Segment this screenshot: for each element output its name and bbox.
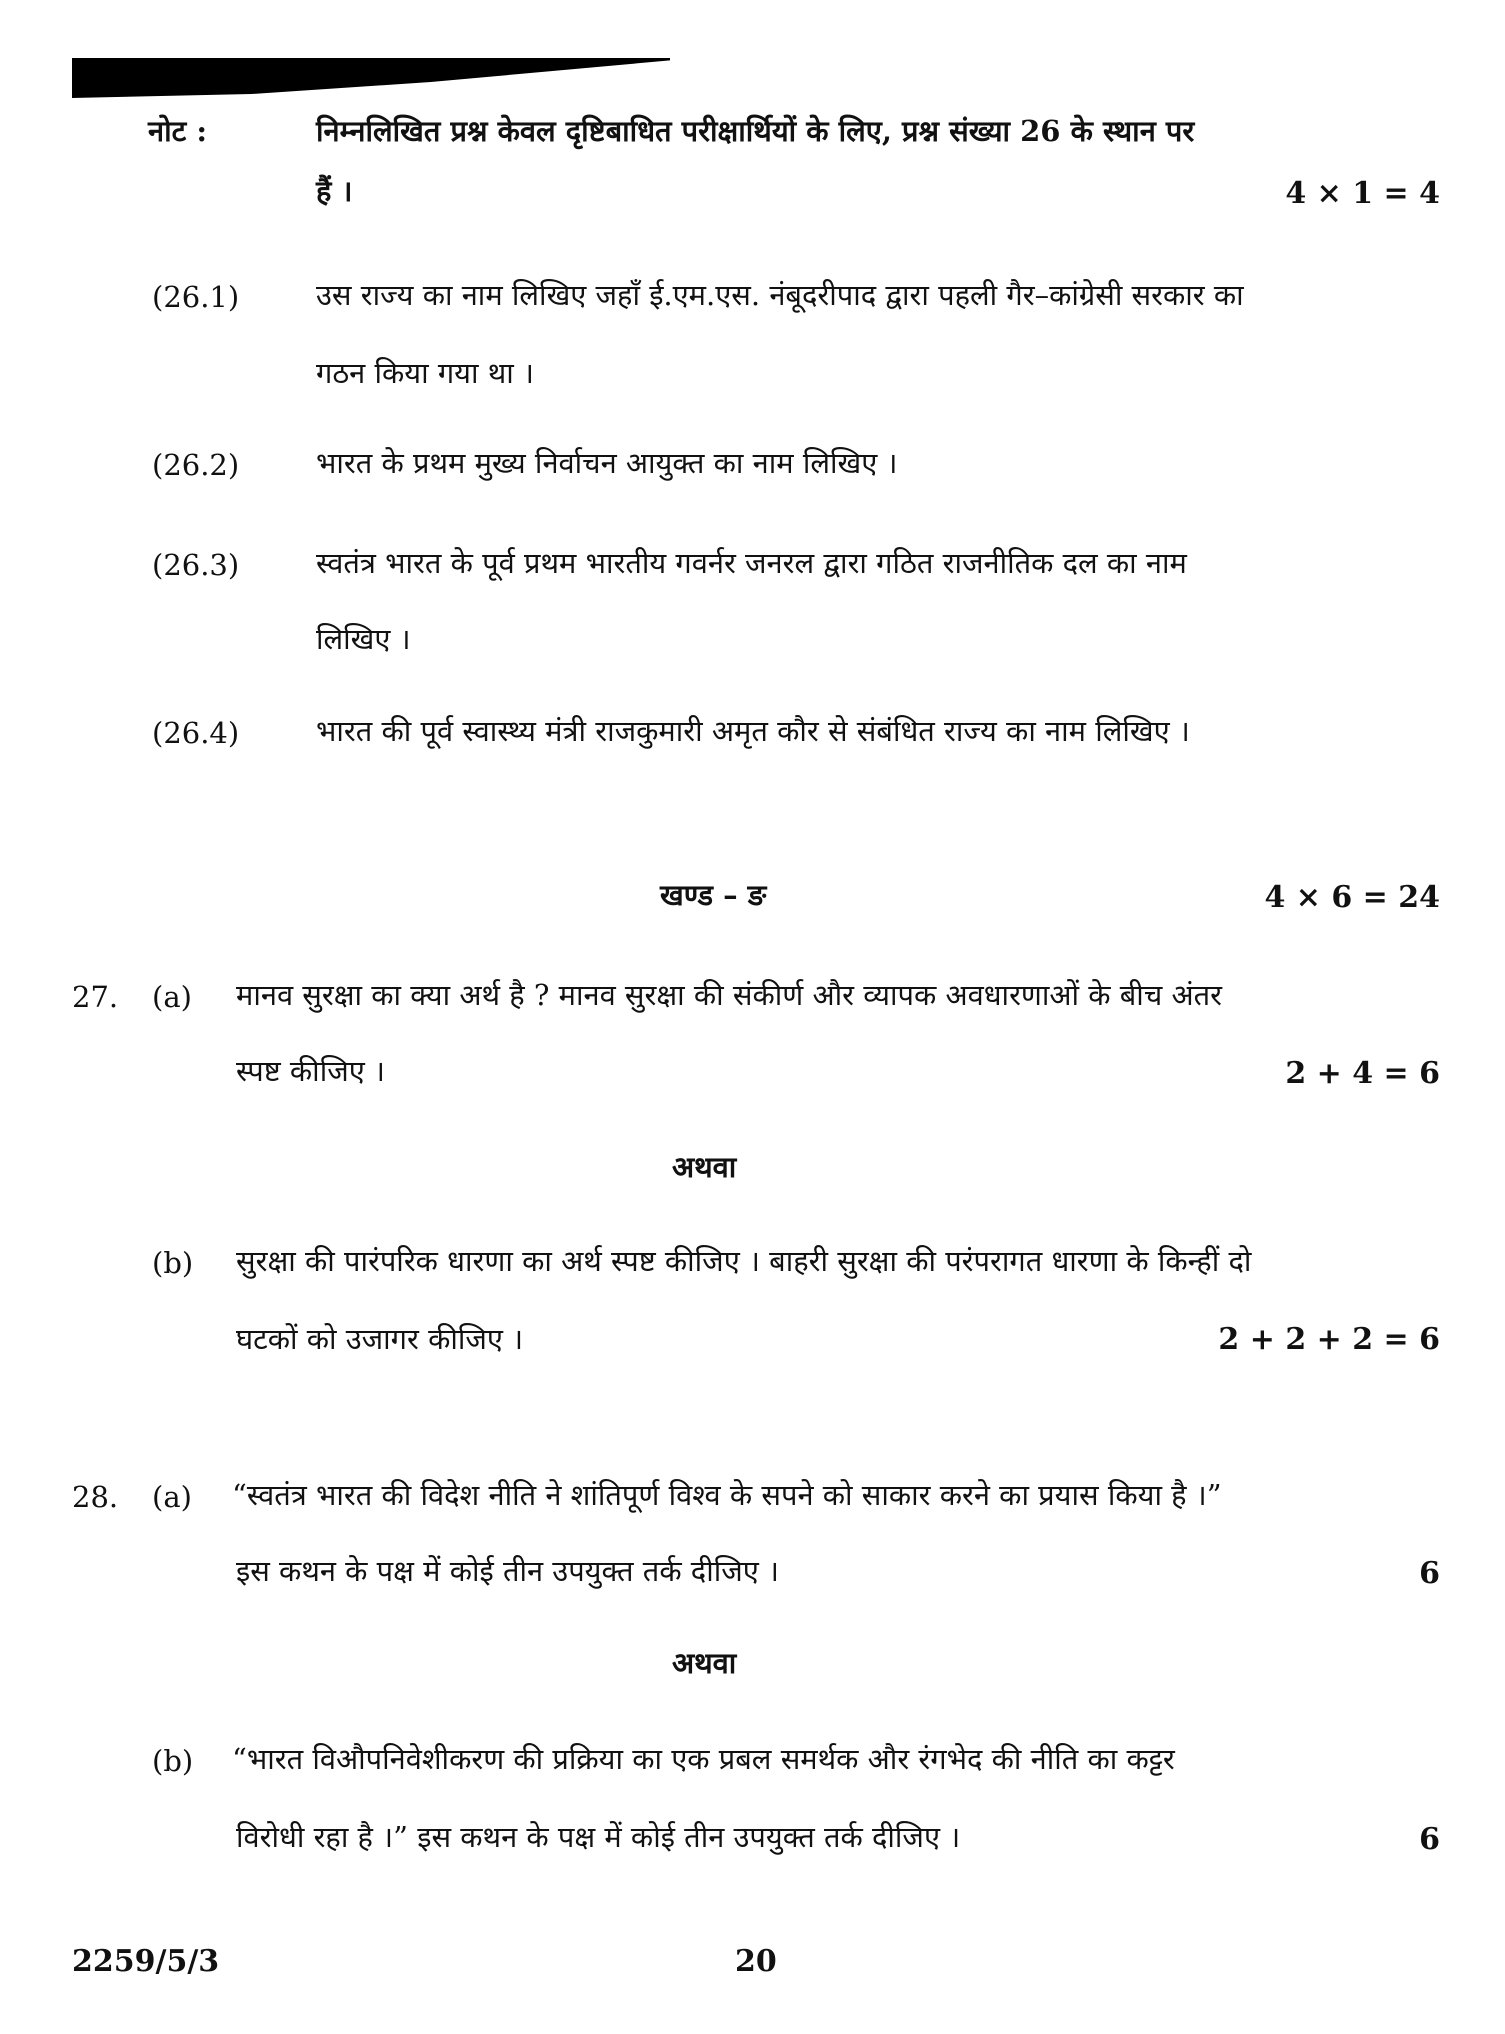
or-separator: अथवा bbox=[672, 1150, 737, 1184]
question-number: 27. bbox=[72, 980, 119, 1014]
scan-artifact-bar bbox=[72, 58, 670, 98]
subquestion-number: (26.2) bbox=[152, 448, 240, 482]
subquestion-text-line: उस राज्य का नाम लिखिए जहाँ ई.एम.एस. नंबूदरीपाद द्वारा पहली गैर–कांग्रेसी सरकार का bbox=[316, 278, 1244, 312]
subquestion-number: (26.4) bbox=[152, 716, 240, 750]
subquestion-text-line: भारत के प्रथम मुख्य निर्वाचन आयुक्त का नाम लिखिए । bbox=[316, 446, 898, 480]
note-marks: 4 × 1 = 4 bbox=[1285, 176, 1440, 211]
subquestion-number: (26.3) bbox=[152, 548, 240, 582]
subquestion-text-line: भारत की पूर्व स्वास्थ्य मंत्री राजकुमारी अमृत कौर से संबंधित राज्य का नाम लिखिए । bbox=[316, 714, 1190, 748]
part-label: (a) bbox=[152, 980, 192, 1014]
question-text-line: स्पष्ट कीजिए । bbox=[236, 1054, 385, 1088]
question-marks: 2 + 4 = 6 bbox=[1285, 1056, 1440, 1091]
page-number: 20 bbox=[735, 1944, 777, 1979]
question-number: 28. bbox=[72, 1480, 119, 1514]
part-label: (b) bbox=[152, 1744, 194, 1778]
question-text-line: “स्वतंत्र भारत की विदेश नीति ने शांतिपूर्ण विश्व के सपने को साकार करने का प्रयास किया है ।” bbox=[232, 1478, 1222, 1512]
question-marks: 6 bbox=[1419, 1556, 1440, 1591]
question-text-line: विरोधी रहा है ।” इस कथन के पक्ष में कोई तीन उपयुक्त तर्क दीजिए । bbox=[236, 1820, 961, 1854]
question-text-line: सुरक्षा की पारंपरिक धारणा का अर्थ स्पष्ट कीजिए । बाहरी सुरक्षा की परंपरागत धारणा के किन्हीं दो bbox=[236, 1244, 1252, 1278]
question-marks: 6 bbox=[1419, 1822, 1440, 1857]
or-separator: अथवा bbox=[672, 1646, 737, 1680]
subquestion-text-line: स्वतंत्र भारत के पूर्व प्रथम भारतीय गवर्नर जनरल द्वारा गठित राजनीतिक दल का नाम bbox=[316, 546, 1187, 580]
question-text-line: इस कथन के पक्ष में कोई तीन उपयुक्त तर्क दीजिए । bbox=[236, 1554, 779, 1588]
part-label: (a) bbox=[152, 1480, 192, 1514]
question-marks: 2 + 2 + 2 = 6 bbox=[1218, 1322, 1440, 1357]
note-label: नोट : bbox=[148, 114, 208, 148]
note-text-line1: निम्नलिखित प्रश्न केवल दृष्टिबाधित परीक्षार्थियों के लिए, प्रश्न संख्या 26 के स्थान पर bbox=[316, 114, 1195, 148]
subquestion-text-line: लिखिए । bbox=[316, 622, 411, 656]
question-text-line: “भारत विऔपनिवेशीकरण की प्रक्रिया का एक प्रबल समर्थक और रंगभेद की नीति का कट्टर bbox=[232, 1742, 1175, 1776]
question-text-line: मानव सुरक्षा का क्या अर्थ है ? मानव सुरक्षा की संकीर्ण और व्यापक अवधारणाओं के बीच अंतर bbox=[236, 978, 1223, 1012]
subquestion-text-line: गठन किया गया था । bbox=[316, 356, 534, 390]
section-marks: 4 × 6 = 24 bbox=[1264, 880, 1440, 915]
paper-code: 2259/5/3 bbox=[72, 1944, 220, 1979]
section-title: खण्ड – ङ bbox=[660, 878, 767, 912]
note-text-line2: हैं । bbox=[316, 174, 353, 208]
part-label: (b) bbox=[152, 1246, 194, 1280]
subquestion-number: (26.1) bbox=[152, 280, 240, 314]
question-text-line: घटकों को उजागर कीजिए । bbox=[236, 1322, 524, 1356]
